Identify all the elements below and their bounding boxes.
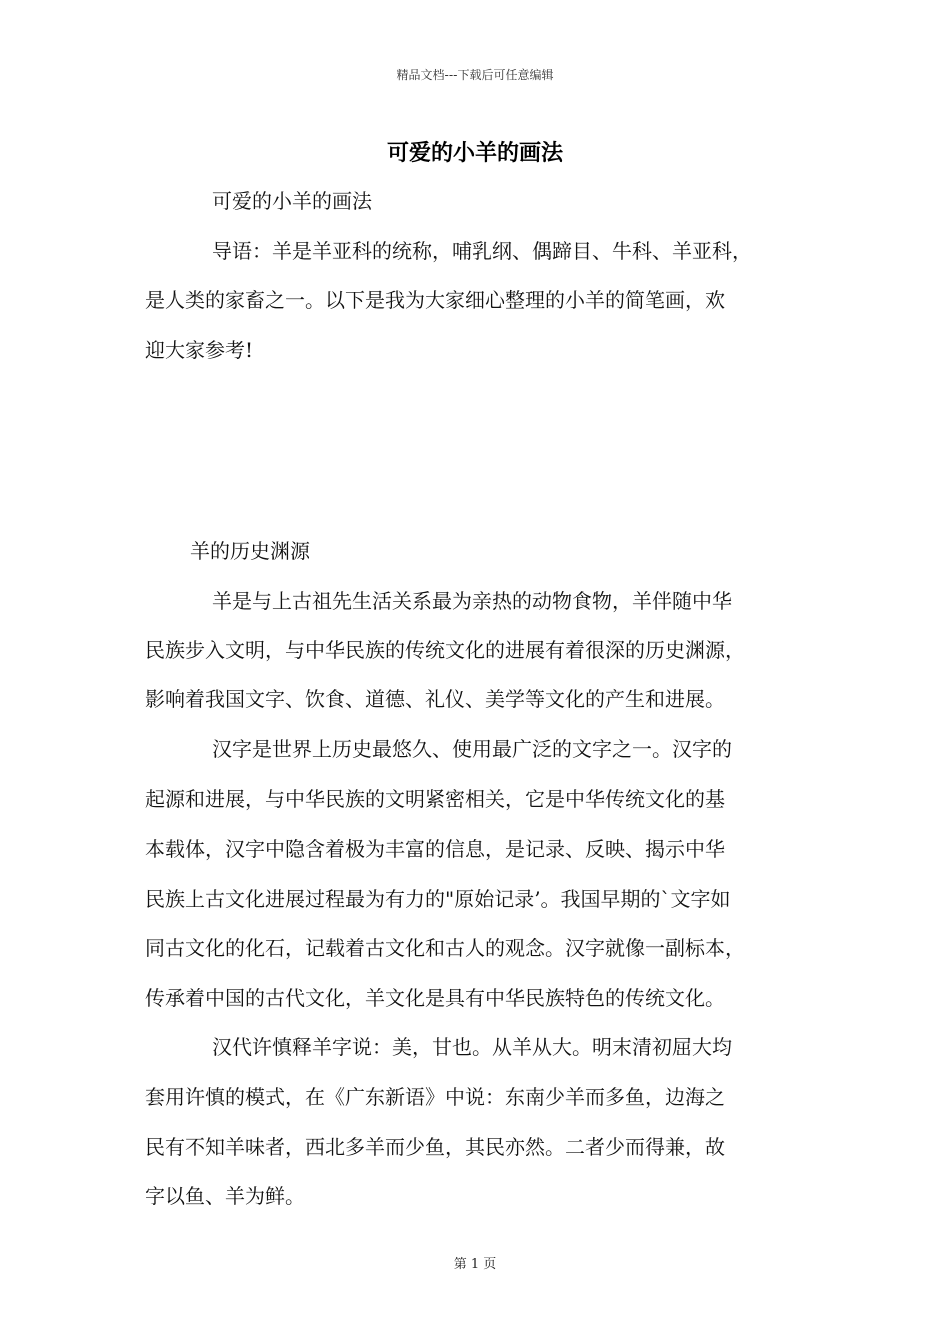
intro-line-1: 导语：羊是羊亚科的统称，哺乳纲、偶蹄目、牛科、羊亚科，: [212, 239, 752, 263]
page-header: 精品文档---下载后可任意编辑: [396, 68, 554, 82]
page-number: 第 1 页: [453, 1257, 497, 1272]
paragraph-2-line-5: 同古文化的化石，记载着古文化和古人的观念。汉字就像一副标本，: [145, 936, 745, 960]
paragraph-2-line-6: 传承着中国的古代文化，羊文化是具有中华民族特色的传统文化。: [145, 986, 725, 1010]
intro-line-2: 是人类的家畜之一。以下是我为大家细心整理的小羊的简笔画，欢: [145, 288, 725, 312]
paragraph-1-line-1: 羊是与上古祖先生活关系最为亲热的动物食物，羊伴随中华: [212, 589, 732, 613]
paragraph-3-line-2: 套用许慎的模式，在《广东新语》中说：东南少羊而多鱼，边海之: [145, 1085, 725, 1109]
paragraph-3-line-1: 汉代许慎释羊字说：美，甘也。从羊从大。明末清初屈大均: [212, 1035, 732, 1059]
paragraph-1-line-2: 民族步入文明，与中华民族的传统文化的进展有着很深的历史渊源，: [145, 638, 745, 662]
document-title: 可爱的小羊的画法: [386, 140, 563, 166]
intro-line-3: 迎大家参考!: [145, 338, 254, 362]
paragraph-2-line-3: 本载体，汉字中隐含着极为丰富的信息，是记录、反映、揭示中华: [145, 837, 725, 861]
paragraph-2-line-1: 汉字是世界上历史最悠久、使用最广泛的文字之一。汉字的: [212, 737, 732, 761]
paragraph-3-line-3: 民有不知羊味者，西北多羊而少鱼，其民亦然。二者少而得兼，故: [145, 1135, 725, 1159]
paragraph-2-line-4: 民族上古文化进展过程最为有力的"原始记录’。我国早期的`文字如: [145, 887, 731, 911]
document-subtitle: 可爱的小羊的画法: [212, 189, 372, 213]
paragraph-1-line-3: 影响着我国文字、饮食、道德、礼仪、美学等文化的产生和进展。: [145, 687, 725, 711]
paragraph-3-line-4: 字以鱼、羊为鲜。: [145, 1184, 305, 1208]
section-heading: 羊的历史渊源: [190, 539, 310, 563]
paragraph-2-line-2: 起源和进展，与中华民族的文明紧密相关，它是中华传统文化的基: [145, 787, 725, 811]
